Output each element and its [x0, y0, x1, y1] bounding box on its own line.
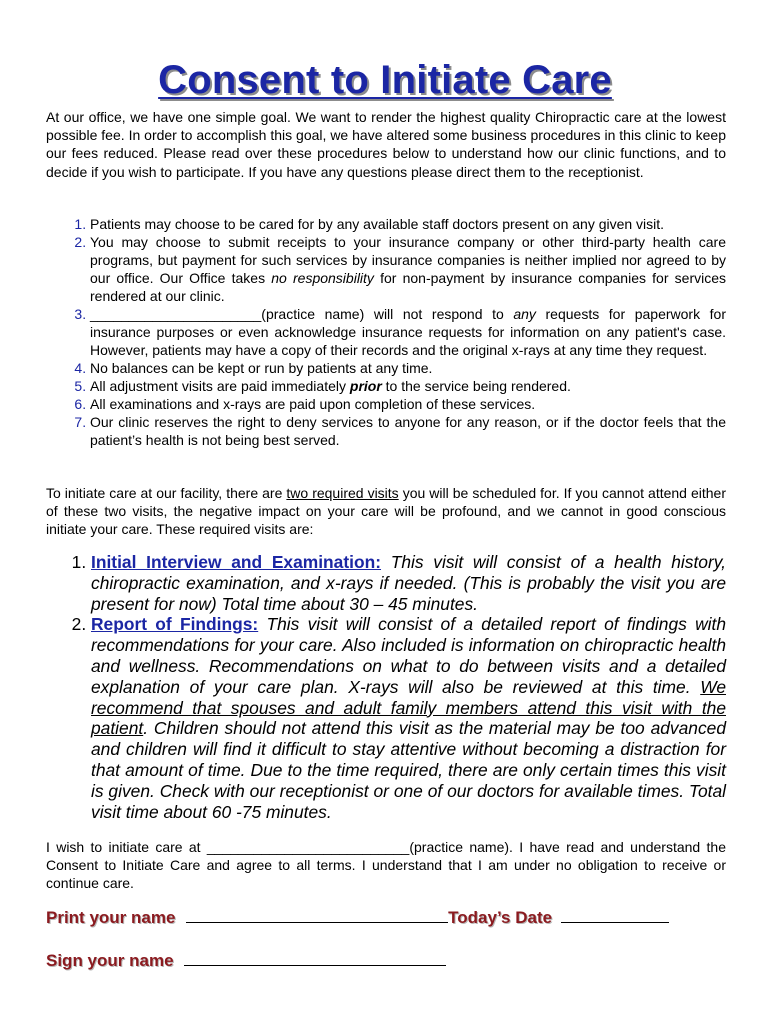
visit-title: Report of Findings: — [91, 614, 259, 635]
consent-statement: I wish to initiate care at __________________________(practice name). I have read and understand the Consent to Initiate Care and agree to all terms. I understand that I am under no obligation to receive or continue care. — [46, 839, 726, 892]
visit-item-report-of-findings: 2. Report of Findings: This visit will consist of a detailed report of findings with recommendations for your care. Also included is information on chiropractic health and wellness. Recommendations on what to do between visits and a detailed explanation of your care plan. X-rays will also be reviewed at this time. We recommend that spouses and adult family members attend this visit with the patient. Children should not attend this visit as the material may be too advanced and children will find it difficult to stay attentive without becoming a distraction for that amount of time. Due to the time required, there are only certain times this visit is given. Check with our receptionist or one of our doctors for available times. Total visit time about 60 -75 minutes. — [91, 614, 726, 822]
required-visits-paragraph: To initiate care at our facility, there are two required visits you will be scheduled for. If you cannot attend either of these two visits, the negative impact on your care will be profound, and we cannot in good conscious initiate your care. These required visits are: — [46, 485, 726, 538]
sign-name-label: Sign your name — [46, 951, 174, 970]
page-title: Consent to Initiate Care — [158, 58, 612, 102]
intro-paragraph: At our office, we have one simple goal. We want to render the highest quality Chiropractic care at the lowest possible fee. In order to accomplish this goal, we have altered some business procedures in this clinic to keep our fees reduced. Please read over these procedures below to understand how our clinic functions, and to decide if you wish to participate. If you have any questions please direct them to the receptionist. — [46, 109, 726, 180]
policy-item: 7. Our clinic reserves the right to deny services to anyone for any reason, or if the doctor feels that the patient’s health is not being best served. — [90, 413, 726, 449]
policy-item: 2. You may choose to submit receipts to your insurance company or other third-party health care programs, but payment for such services by insurance companies is neither implied nor agreed to by our office. Our Office takes no responsibility for non-payment by insurance companies for services rendered at our clinic. — [90, 233, 726, 305]
practice-name-blank: ______________________ — [90, 306, 262, 322]
policy-item: 5. All adjustment visits are paid immediately prior to the service being rendered. — [90, 377, 726, 395]
visit-title: Initial Interview and Examination: — [91, 552, 382, 572]
policy-item: 6. All examinations and x-rays are paid upon completion of these services. — [90, 395, 726, 413]
todays-date-label: Today’s Date — [448, 908, 553, 927]
sign-name-row — [46, 951, 726, 971]
todays-date-field[interactable] — [561, 908, 669, 923]
policy-item: 1. Patients may choose to be cared for by any available staff doctors present on any given visit. — [90, 215, 726, 233]
visit-item-initial-interview: 1. Initial Interview and Examination: This visit will consist of a health history, chiropractic examination, and x-rays if needed. (This is probably the visit you are present for now) Total time about 30 – 45 minutes. — [91, 552, 726, 614]
print-name-field[interactable] — [186, 908, 448, 923]
print-name-label: Print your name — [46, 908, 176, 927]
print-name-row — [46, 908, 726, 928]
signature-field[interactable] — [184, 951, 446, 966]
practice-name-blank: __________________________ — [206, 839, 410, 855]
policy-item: 4. No balances can be kept or run by patients at any time. — [90, 359, 726, 377]
required-visits-list — [46, 552, 726, 822]
policy-item: 3. ______________________(practice name) will not respond to any requests for paperwork for insurance purposes or even acknowledge insurance requests for information on any patient's case. However, patients may have a copy of their records and the original x-rays at any time they request. — [90, 305, 726, 359]
office-policies-list — [46, 215, 726, 449]
